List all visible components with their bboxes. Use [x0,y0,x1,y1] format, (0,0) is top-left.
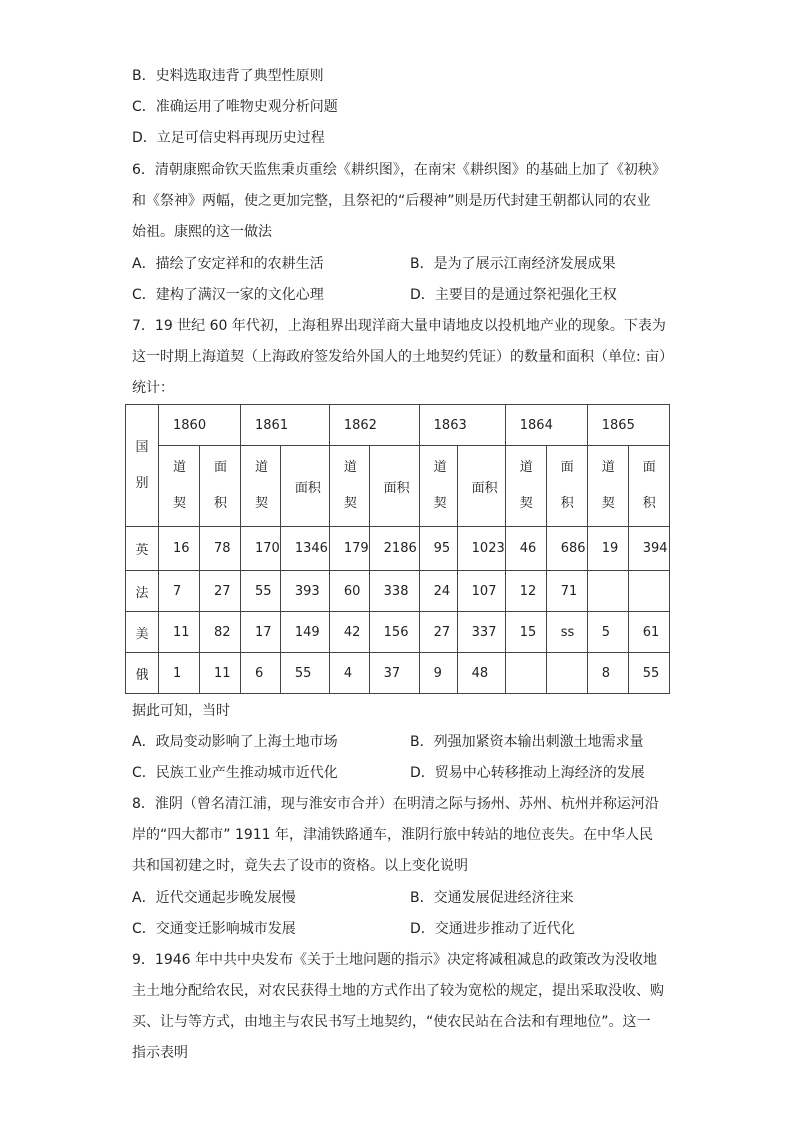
table-cell: 27 [200,571,241,612]
table-cell: 15 [505,612,546,653]
table-cell: 16 [159,527,200,571]
table-row [126,612,670,653]
subheader-deed-1861: 道 契 [241,446,281,527]
subheader-area-1863: 面积 [457,446,505,527]
table-cell: 82 [200,612,241,653]
table-cell: 95 [419,527,457,571]
table-row [126,527,670,571]
table-cell: 55 [628,653,669,694]
table-cell: 27 [419,612,457,653]
table-cell: 55 [241,571,281,612]
country-cell: 法 [126,571,159,612]
subheader-area-1862: 面积 [369,446,419,527]
year-1861: 1861 [241,405,330,446]
table-cell: 1 [159,653,200,694]
country-cell: 英 [126,527,159,571]
q7-option-c: C．民族工业产生推动城市近代化 [132,765,338,781]
year-1860: 1860 [159,405,241,446]
year-1865: 1865 [587,405,669,446]
table-cell [587,571,628,612]
q6-option-a: A．描绘了安定祥和的农耕生活 [132,256,324,272]
subheader-deed-1863: 道 契 [419,446,457,527]
year-1864: 1864 [505,405,587,446]
table-cell: 107 [457,571,505,612]
subheader-deed-1860: 道 契 [159,446,200,527]
table-cell: 394 [628,527,669,571]
q8-stem-line-1: 8．淮阴（曾名清江浦，现与淮安市合并）在明清之际与扬州、苏州、杭州并称运河沿 [132,796,659,812]
table-cell: 686 [546,527,587,571]
subheader-area-1860: 面 积 [200,446,241,527]
q8-option-c: C．交通变迁影响城市发展 [132,921,296,937]
q8-stem-line-2: 岸的“四大都市” 1911 年，津浦铁路通车，淮阴行旅中转站的地位丧失。在中华人民 [132,827,654,843]
table-cell: 42 [329,612,369,653]
table-cell: 179 [329,527,369,571]
subheader-deed-1862: 道 契 [329,446,369,527]
table-cell [628,571,669,612]
table-cell: 1023 [457,527,505,571]
table-cell: 5 [587,612,628,653]
q9-stem-line-4: 指示表明 [132,1045,188,1061]
country-header-char-1: 国 [135,439,149,455]
q7-stem-line-1: 7．19 世纪 60 年代初，上海租界出现洋商大量申请地皮以投机地产业的现象。下表为 [132,318,666,334]
table-cell: 60 [329,571,369,612]
table-cell [505,653,546,694]
table-cell: 4 [329,653,369,694]
q5-option-d: D．立足可信史料再现历史过程 [132,130,325,146]
table-cell: 170 [241,527,281,571]
q6-option-c: C．建构了满汉一家的文化心理 [132,287,324,303]
table-cell: 6 [241,653,281,694]
subheader-deed-1864: 道 契 [505,446,546,527]
q9-stem-line-1: 9．1946 年中共中央发布《关于土地问题的指示》决定将减租减息的政策改为没收地 [132,952,657,968]
q8-stem-line-3: 共和国初建之时，竟失去了设市的资格。以上变化说明 [132,858,468,874]
q8-option-d: D．交通进步推动了近代化 [410,921,575,937]
q5-option-c: C．准确运用了唯物史观分析问题 [132,99,338,115]
q7-stem-line-3: 统计： [132,380,174,396]
q9-stem-line-3: 买、让与等方式，由地主与农民书写土地契约，“使农民站在合法和有理地位”。这一 [132,1014,651,1030]
table-cell: 1346 [280,527,329,571]
table-cell: ss [546,612,587,653]
table-cell: 48 [457,653,505,694]
country-header-char-2: 别 [135,475,149,491]
table-cell: 337 [457,612,505,653]
country-cell: 美 [126,612,159,653]
table-cell: 7 [159,571,200,612]
q7-option-b: B．列强加紧资本输出刺激土地需求量 [410,734,644,750]
subheader-deed-1865: 道 契 [587,446,628,527]
subheader-row [126,446,670,527]
q9-stem-line-2: 主土地分配给农民，对农民获得土地的方式作出了较为宽松的规定，提出采取没收、购 [132,983,664,999]
table-cell: 9 [419,653,457,694]
q7-stem-line-2: 这一时期上海道契（上海政府签发给外国人的土地契约凭证）的数量和面积（单位: 亩） [132,349,674,365]
year-1863: 1863 [419,405,505,446]
q6-stem-line-2: 和《祭神》两幅，使之更加完整，且祭祀的“后稷神”则是历代封建王朝都认同的农业 [132,193,651,209]
table-cell: 55 [280,653,329,694]
land-deed-table [125,404,670,694]
q7-after-text: 据此可知，当时 [132,703,230,719]
table-cell: 71 [546,571,587,612]
q5-option-b: B．史料选取违背了典型性原则 [132,68,324,84]
q8-option-a: A．近代交通起步晚发展慢 [132,890,296,906]
table-row [126,653,670,694]
table-cell: 149 [280,612,329,653]
table-row [126,571,670,612]
table-cell: 2186 [369,527,419,571]
table-cell: 61 [628,612,669,653]
table-cell: 156 [369,612,419,653]
table-cell: 11 [200,653,241,694]
q8-option-b: B．交通发展促进经济往来 [410,890,574,906]
table-cell: 8 [587,653,628,694]
q6-option-d: D．主要目的是通过祭祀强化王权 [410,287,617,303]
subheader-area-1865: 面 积 [628,446,669,527]
table-cell: 24 [419,571,457,612]
q7-option-a: A．政局变动影响了上海土地市场 [132,734,338,750]
q6-stem-line-3: 始祖。康熙的这一做法 [132,224,272,240]
table-cell: 12 [505,571,546,612]
subheader-area-1864: 面 积 [546,446,587,527]
q7-option-d: D．贸易中心转移推动上海经济的发展 [410,765,645,781]
year-1862: 1862 [329,405,419,446]
table-cell [546,653,587,694]
table-cell: 19 [587,527,628,571]
table-cell: 17 [241,612,281,653]
table-cell: 393 [280,571,329,612]
country-header-cell [126,405,159,527]
subheader-area-1861: 面积 [280,446,329,527]
q6-stem-line-1: 6．清朝康熙命钦天监焦秉贞重绘《耕织图》，在南宋《耕织图》的基础上加了《初秧》 [132,162,666,178]
table-cell: 46 [505,527,546,571]
table-cell: 11 [159,612,200,653]
table-cell: 78 [200,527,241,571]
country-cell: 俄 [126,653,159,694]
year-header-row [126,405,670,446]
table-cell: 338 [369,571,419,612]
q6-option-b: B．是为了展示江南经济发展成果 [410,256,616,272]
table-cell: 37 [369,653,419,694]
